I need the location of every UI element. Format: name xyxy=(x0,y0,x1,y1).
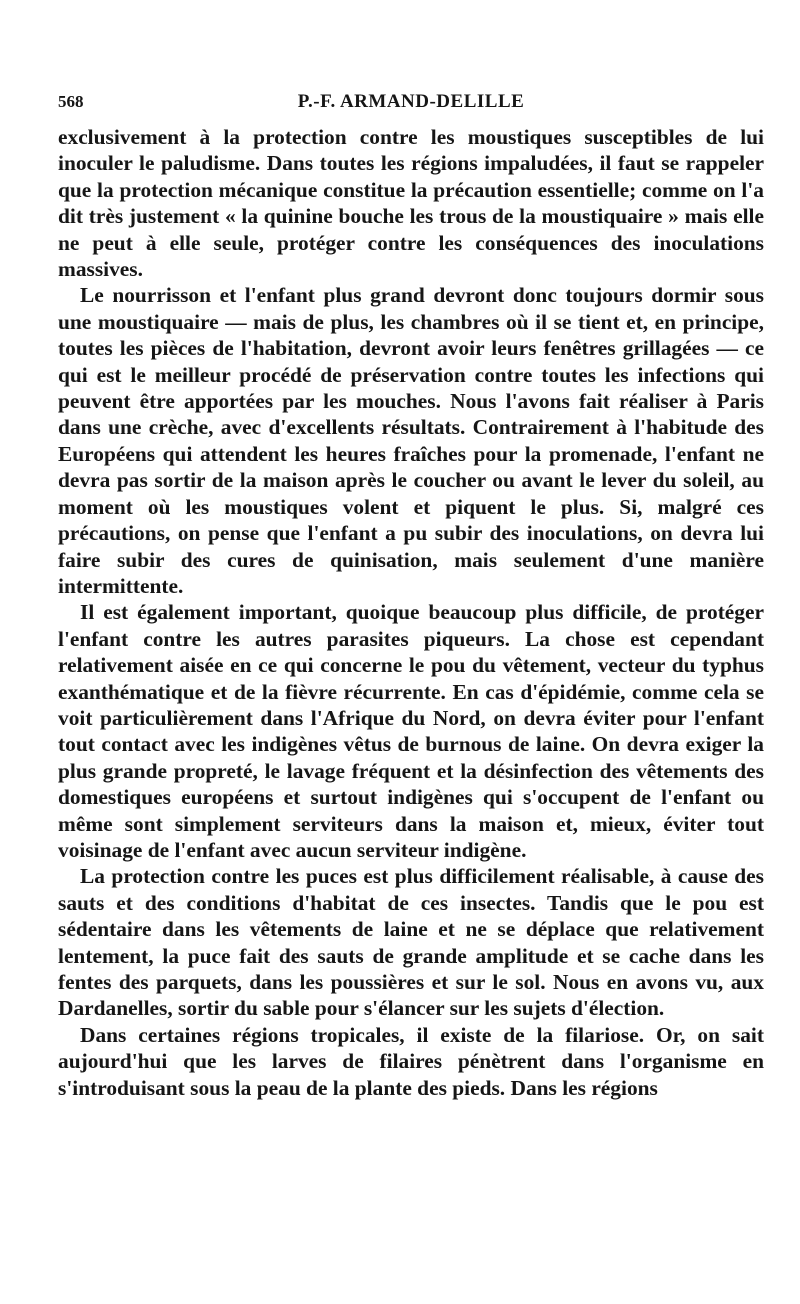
paragraph-mosquito-net: Le nourrisson et l'enfant plus grand devront donc toujours dormir sous une moustiquaire — mais de plus, les chambres où il se tient et, en principe, toutes les pièces de l'habitation, devront avoir leurs fenêtres grillagées — ce qui est le meilleur procédé de préservation contre toutes les infections qui peuvent être apportées par les mouches. Nous l'avons fait réaliser à Paris dans une crèche, avec d'excellents résultats. Contrairement à l'habitude des Européens qui attendent les heures fraîches pour la promenade, l'enfant ne devra pas sortir de la maison après le coucher ou avant le lever du soleil, au moment où les moustiques volent et piquent le plus. Si, malgré ces précautions, on pense que l'enfant a pu subir des inoculations, on devra lui faire subir des cures de quinisation, mais seulement d'une manière intermittente. xyxy=(58,283,764,598)
page-number: 568 xyxy=(58,92,84,111)
body-text xyxy=(58,124,764,1101)
paragraph-filariasis: Dans certaines régions tropicales, il existe de la filariose. Or, on sait aujourd'hui que les larves de filaires pénètrent dans l'organisme en s'introduisant sous la peau de la plante des pieds. Dans les régions xyxy=(58,1022,764,1100)
running-header xyxy=(58,88,764,124)
running-title: P.-F. ARMAND-DELILLE xyxy=(297,91,525,112)
paragraph-continued: exclusivement à la protection contre les moustiques susceptibles de lui inoculer le paludisme. Dans toutes les régions impaludées, il faut se rappeler que la protection mécanique constitue la précaution essentielle; comme on l'a dit très justement « la quinine bouche les trous de la moustiquaire » mais elle ne peut à elle seule, protéger contre les conséquences des inoculations massives. xyxy=(58,125,764,282)
paragraph-lice: Il est également important, quoique beaucoup plus difficile, de protéger l'enfant contre les autres parasites piqueurs. La chose est cependant relativement aisée en ce qui concerne le pou du vêtement, vecteur du typhus exanthématique et de la fièvre récurrente. En cas d'épidémie, comme cela se voit particulièrement dans l'Afrique du Nord, on devra éviter pour l'enfant tout contact avec les indigènes vêtus de burnous de laine. On devra exiger la plus grande propreté, le lavage fréquent et la désinfection des vêtements des domestiques européens et surtout indigènes qui s'occupent de l'enfant ou même sont simplement serviteurs dans la maison et, mieux, éviter tout voisinage de l'enfant avec aucun serviteur indigène. xyxy=(58,600,764,862)
paragraph-fleas: La protection contre les puces est plus difficilement réalisable, à cause des sauts et des conditions d'habitat de ces insectes. Tandis que le pou est sédentaire dans les vêtements de laine et ne se déplace que relativement lentement, la puce fait des sauts de grande amplitude et se cache dans les fentes des parquets, dans les poussières et sur le sol. Nous en avons vu, aux Dardanelles, sortir du sable pour s'élancer sur les sujets d'élection. xyxy=(58,864,764,1021)
document-page xyxy=(58,88,764,1101)
